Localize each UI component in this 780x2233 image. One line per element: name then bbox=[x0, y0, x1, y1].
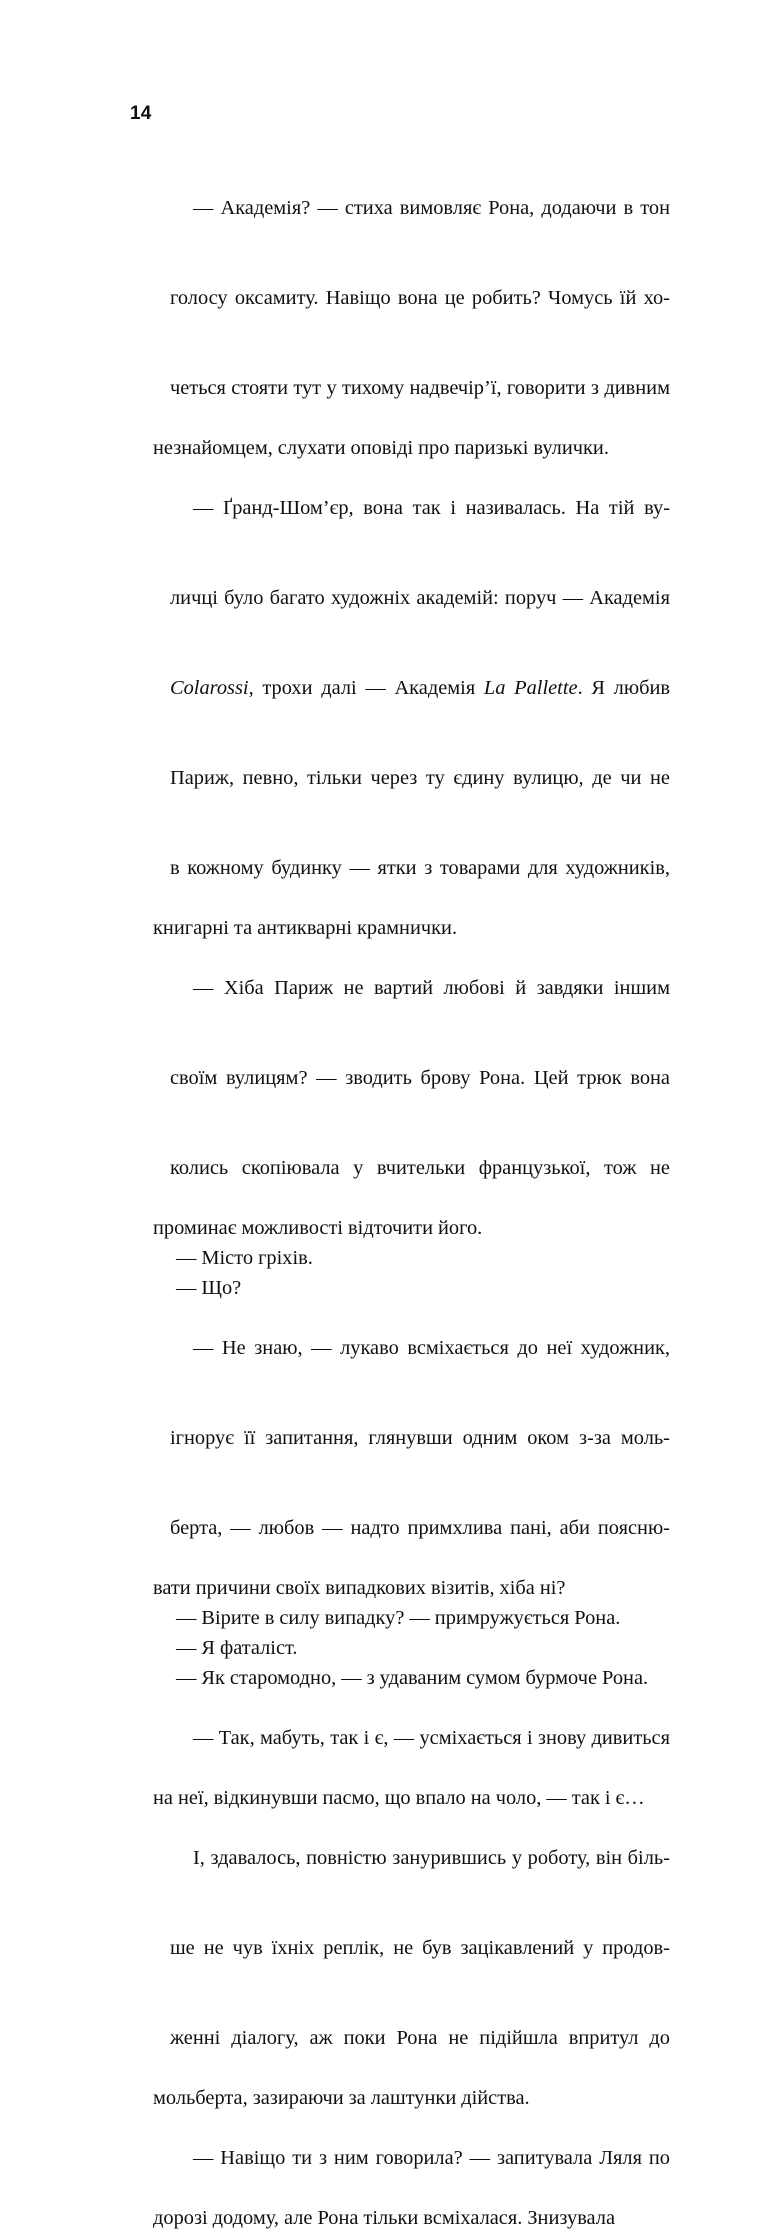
text-line: личці було багато художніх академій: поруч — Академія bbox=[169, 587, 670, 609]
text-line: — Вірите в силу випадку? — примружується Рона. bbox=[176, 1607, 621, 1629]
paragraph bbox=[130, 463, 670, 943]
text-line: голосу оксамиту. Навіщо вона це робить? Чомусь їй хо- bbox=[169, 287, 670, 309]
text-line: колись скопіювала у вчительки французької, тож не bbox=[169, 1157, 670, 1179]
text-line: І, здавалось, повністю занурившись у роботу, він біль- bbox=[192, 1847, 670, 1869]
text-line: своїм вулицям? — зводить брову Рона. Цей трюк вона bbox=[169, 1067, 670, 1089]
text-line: на неї, відкинувши пасмо, що впало на чоло, — так і є… bbox=[153, 1787, 645, 1809]
paragraph bbox=[130, 1663, 653, 1693]
text-line: проминає можливості відточити його. bbox=[153, 1217, 483, 1239]
paragraph bbox=[130, 2113, 670, 2233]
text-line: ше не чув їхніх реплік, не був зацікавлений у продов- bbox=[169, 1937, 670, 1959]
text-line: — Навіщо ти з ним говорила? — запитувала Ляля по bbox=[192, 2147, 670, 2169]
text-line: — Хіба Париж не вартий любові й завдяки іншим bbox=[192, 977, 670, 999]
text-line: берта, — любов — надто примхлива пані, аби поясню- bbox=[169, 1517, 670, 1539]
text-line: ігнорує її запитання, глянувши одним оком з-за моль- bbox=[169, 1427, 670, 1449]
page-number: 14 bbox=[130, 103, 152, 124]
text-line: женні діалогу, аж поки Рона не підійшла впритул до bbox=[169, 2027, 670, 2049]
paragraph bbox=[130, 1633, 653, 1663]
text-line: — Не знаю, — лукаво всміхається до неї художник, bbox=[192, 1337, 670, 1359]
text-line: — Академія? — стиха вимовляє Рона, додаючи в тон bbox=[192, 197, 670, 219]
paragraph bbox=[130, 1243, 653, 1273]
body-text-block bbox=[130, 163, 670, 2233]
paragraph bbox=[130, 163, 670, 463]
paragraph bbox=[130, 943, 670, 1243]
text-line: — Як старомодно, — з удаваним сумом бурмоче Рона. bbox=[176, 1667, 649, 1689]
text-line-italic-mixed bbox=[130, 643, 670, 733]
text-line: — Так, мабуть, так і є, — усміхається і знову дивиться bbox=[192, 1727, 670, 1749]
academy-colarossi: Colarossi, трохи далі — Академія La Pallette. Я любив bbox=[169, 677, 670, 699]
text-line: дорозі додому, але Рона тільки всміхалася. Знизувала bbox=[153, 2207, 616, 2229]
text-line: мольберта, зазираючи за лаштунки дійства. bbox=[153, 2087, 530, 2109]
text-line: — Я фаталіст. bbox=[176, 1637, 298, 1659]
italic-run: La Pallette bbox=[483, 677, 578, 699]
text-line: — Ґранд-Шом’єр, вона так і називалась. На тій ву- bbox=[192, 497, 670, 519]
text-line: в кожному будинку — ятки з товарами для художників, bbox=[169, 857, 670, 879]
paragraph bbox=[130, 1813, 670, 2113]
text-line: — Місто гріхів. bbox=[176, 1247, 313, 1269]
paragraph bbox=[130, 1693, 670, 1813]
text-line: книгарні та антикварні крамнички. bbox=[153, 917, 458, 939]
text-line: вати причини своїх випадкових візитів, хіба ні? bbox=[153, 1577, 566, 1599]
paragraph bbox=[130, 1273, 653, 1303]
paragraph bbox=[130, 1303, 670, 1603]
paragraph bbox=[130, 1603, 653, 1633]
text-line: — Що? bbox=[176, 1277, 242, 1299]
text-line: четься стояти тут у тихому надвечір’ї, говорити з дивним bbox=[169, 377, 670, 399]
text-line: незнайомцем, слухати оповіді про паризькі вулички. bbox=[153, 437, 609, 459]
italic-run: Colarossi bbox=[169, 677, 249, 699]
text-line: Париж, певно, тільки через ту єдину вулицю, де чи не bbox=[169, 767, 670, 789]
